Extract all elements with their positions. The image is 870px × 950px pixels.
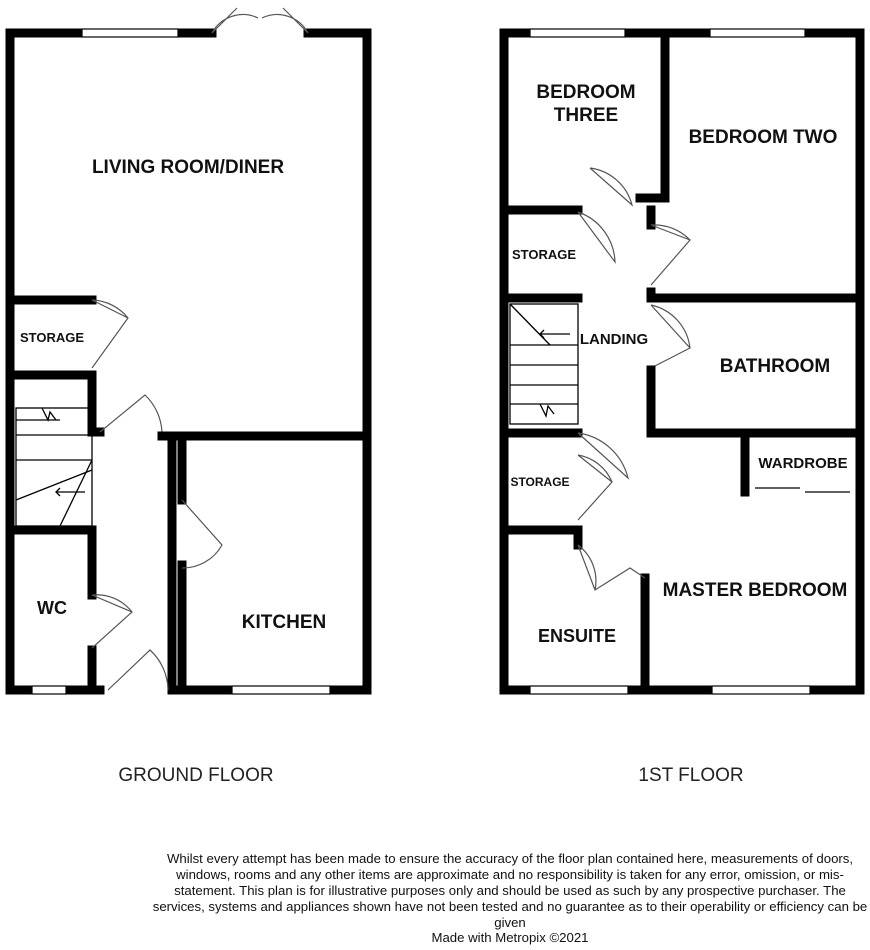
- ground-outer-wall-left: [10, 33, 100, 690]
- ground-outer-wall-top-right: [308, 33, 367, 690]
- ground-storage-label: STORAGE: [19, 330, 85, 345]
- first-stair-arrow: [540, 330, 570, 338]
- wardrobe-label: WARDROBE: [758, 455, 848, 472]
- bedroom-three-window: [530, 29, 625, 37]
- lower-storage-door: [578, 455, 612, 520]
- upper-storage-label: STORAGE: [511, 247, 577, 262]
- ground-staircase: [16, 408, 92, 526]
- ground-storage-wall-bottom: [10, 375, 100, 432]
- bedroom-three-label-line2: THREE: [553, 105, 619, 126]
- wardrobe-sliding-doors: [755, 488, 850, 492]
- landing-label: LANDING: [579, 331, 649, 348]
- made-with-credit: Made with Metropix ©2021: [431, 930, 589, 945]
- first-outer-wall-left: [504, 33, 530, 690]
- living-room-label: LIVING ROOM/DINER: [91, 157, 285, 178]
- kitchen-label: KITCHEN: [241, 612, 327, 633]
- ground-window-wc: [32, 686, 66, 694]
- ground-wall-under-stairs: [10, 530, 92, 595]
- bathroom-label: BATHROOM: [719, 356, 831, 377]
- master-bedroom-window: [712, 686, 810, 694]
- ground-floor-title: GROUND FLOOR: [118, 765, 274, 786]
- ground-window-top: [82, 29, 178, 37]
- bathroom-wall-left: [651, 370, 860, 433]
- landing-door: [578, 433, 628, 478]
- bedroom-three-wall: [640, 33, 665, 198]
- bedroom-two-door: [651, 225, 690, 285]
- ensuite-window: [530, 686, 628, 694]
- first-floor-title: 1ST FLOOR: [638, 765, 744, 786]
- bedroom-two-label: BEDROOM TWO: [688, 127, 838, 148]
- wc-door: [92, 595, 132, 648]
- front-door: [108, 650, 168, 690]
- ensuite-door: [578, 545, 645, 590]
- bedroom-three-door: [590, 168, 632, 205]
- bedroom-two-window: [710, 29, 805, 37]
- living-hall-door: [100, 395, 162, 432]
- first-staircase: [510, 304, 578, 424]
- french-door-left: [212, 8, 258, 33]
- ground-window-kitchen: [232, 686, 330, 694]
- kitchen-door: [182, 500, 222, 568]
- ground-stair-arrow: [56, 488, 85, 496]
- master-bedroom-label: MASTER BEDROOM: [662, 580, 848, 601]
- bedroom-three-label-line1: BEDROOM: [536, 82, 636, 103]
- ground-storage-door: [92, 300, 128, 368]
- wc-label: WC: [37, 598, 67, 618]
- lower-storage-label: STORAGE: [510, 475, 570, 489]
- bathroom-wall-top: [651, 292, 860, 298]
- ensuite-label: ENSUITE: [537, 626, 617, 646]
- bathroom-door: [651, 305, 690, 368]
- disclaimer-text: Whilst every attempt has been made to ensure the accuracy of the floor plan contained here, measurements of doors, windows, rooms and any other items are approximate and no responsibility is taken for any error, omission, or mis-statement. This plan is for illustrative purposes only and should be used as such by any prospective purchaser. The services, systems and appliances shown have not been tested and no guarantee as to their operability or efficiency can be given: [152, 851, 868, 930]
- ground-floor-plan: [10, 8, 367, 694]
- upper-storage-door: [578, 212, 615, 262]
- french-door-right: [262, 8, 308, 33]
